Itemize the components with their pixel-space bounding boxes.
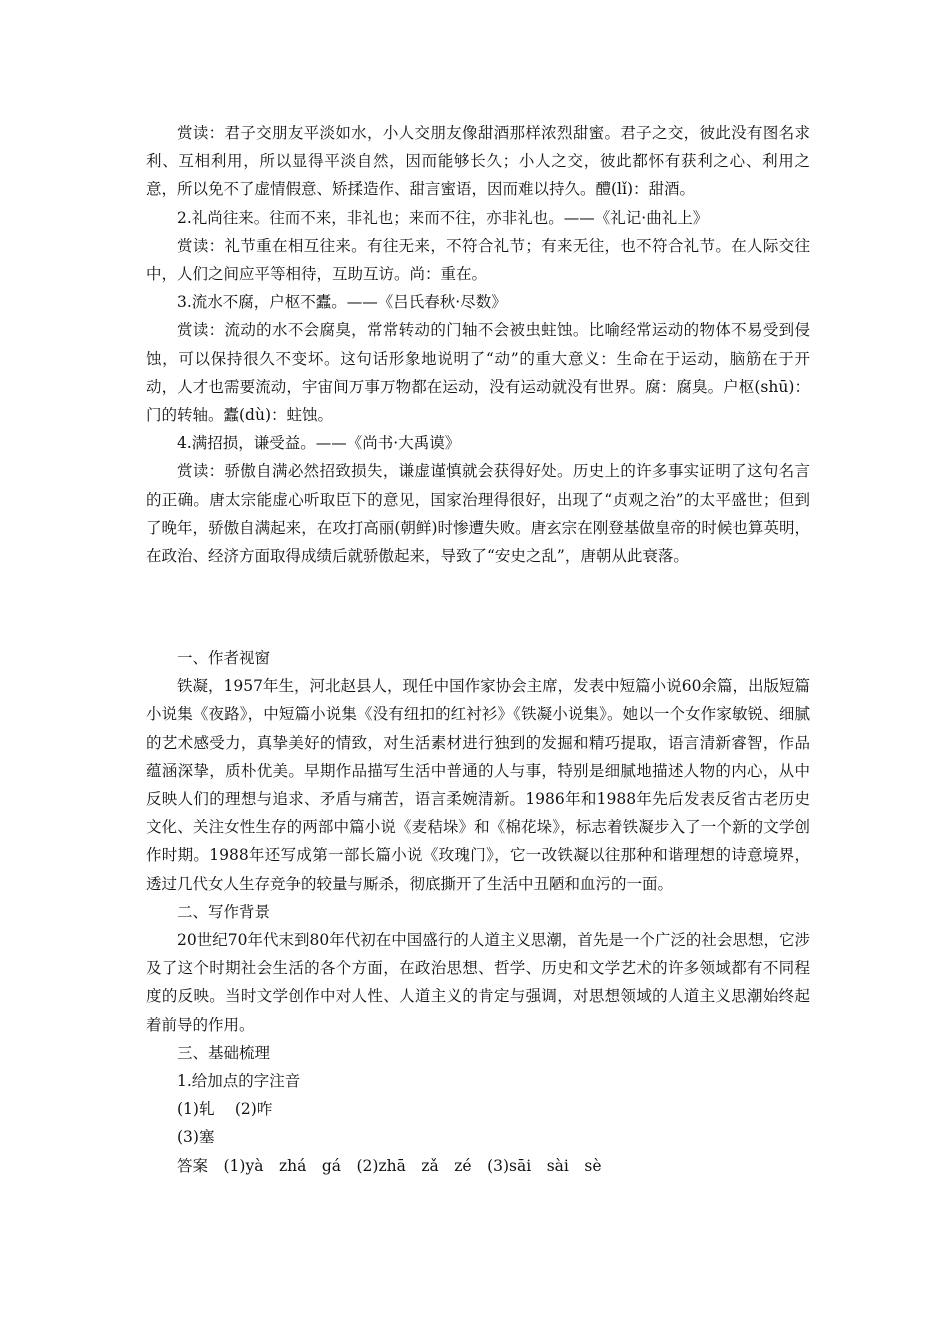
proverb-3: 3.流水不腐，户枢不蠹。——《吕氏春秋·尽数》: [177, 293, 507, 312]
proverbs-section: [146, 119, 810, 570]
appreciation-paragraph-4: 赏读：骄傲自满必然招致损失，谦虚谨慎就会获得好处。历史上的许多事实证明了这句名言的正确。唐太宗能虚心听取臣下的意见，国家治理得很好，出现了“贞观之治”的太平盛世；但到了晚年，骄傲自满起来，在攻打高丽(朝鲜)时惨遭失败。唐玄宗在刚登基做皇帝的时候也算英明，在政治、经济方面取得成绩后就骄傲起来，导致了“安史之乱”，唐朝从此衰落。: [146, 462, 810, 566]
question-1-items: (1)轧 (2)咋: [177, 1100, 273, 1119]
background-paragraph: 20世纪70年代末到80年代初在中国盛行的人道主义思潮，首先是一个广泛的社会思想，它涉及了这个时期社会生活的各个方面，在政治思想、哲学、历史和文学艺术的许多领域都有不同程度的反映。当时文学创作中对人性、人道主义的肯定与强调，对思想领域的人道主义思潮始终起着前导的作用。: [146, 931, 810, 1034]
appreciation-paragraph-2: 赏读：礼节重在相互往来。有往无来，不符合礼节；有来无往，也不符合礼节。在人际交往中，人们之间应平等相待，互助互访。尚：重在。: [146, 236, 810, 284]
question-1-item-3: (3)塞: [177, 1128, 215, 1147]
heading-author-window: 一、作者视窗: [177, 649, 271, 667]
proverb-4: 4.满招损，谦受益。——《尚书·大禹谟》: [177, 434, 461, 453]
proverb-2: 2.礼尚往来。往而不来，非礼也；来而不往，亦非礼也。——《礼记·曲礼上》: [177, 208, 709, 227]
appreciation-paragraph-3: 赏读：流动的水不会腐臭，常常转动的门轴不会被虫蛀蚀。比喻经常运动的物体不易受到侵蚀，可以保持很久不变坏。这句话形象地说明了“动”的重大意义：生命在于运动，脑筋在于开动，人才也需要流动，宇宙间万事万物都在运动，没有运动就没有世界。腐：腐臭。户枢(shū)：门的转轴。蠹(dù)：蛀蚀。: [146, 321, 810, 425]
appreciation-paragraph-1: 赏读：君子交朋友平淡如水，小人交朋友像甜酒那样浓烈甜蜜。君子之交，彼此没有图名求利、互相利用，所以显得平淡自然，因而能够长久；小人之交，彼此都怀有获利之心、利用之意，所以免不了虚情假意、矫揉造作、甜言蜜语，因而难以持久。醴(lǐ)：甜酒。: [146, 124, 810, 199]
heading-writing-background: 二、写作背景: [177, 902, 271, 921]
author-bio-paragraph: 铁凝，1957年生，河北赵县人，现任中国作家协会主席，发表中短篇小说60余篇，出版短篇小说集《夜路》，中短篇小说集《没有纽扣的红衬衫》《铁凝小说集》。她以一个女作家敏锐、细腻的艺术感受力，真挚美好的情致，对生活素材进行独到的发掘和精巧提取，语言清新睿智，作品蕴涵深挚，质朴优美。早期作品描写生活中普通的人与事，特别是细腻地描述人物的内心，从中反映人们的理想与追求、矛盾与痛苦，语言柔婉清新。1986年和1988年先后发表反省古老历史文化、关注女性生存的两部中篇小说《麦秸垛》和《棉花垛》，标志着铁凝步入了一个新的文学创作时期。1988年还写成第一部长篇小说《玫瑰门》，它一改铁凝以往那种和谐理想的诗意境界，透过几代女人生存竞争的较量与厮杀，彻底撕开了生活中丑陋和血污的一面。: [146, 677, 810, 893]
answer-line: 答案 (1)yà zhá gá (2)zhā zǎ zé (3)sāi sài sè: [177, 1156, 602, 1175]
question-1: 1.给加点的字注音: [177, 1072, 301, 1091]
study-guide-section: [146, 644, 810, 1180]
heading-basic-review: 三、基础梳理: [177, 1043, 271, 1062]
